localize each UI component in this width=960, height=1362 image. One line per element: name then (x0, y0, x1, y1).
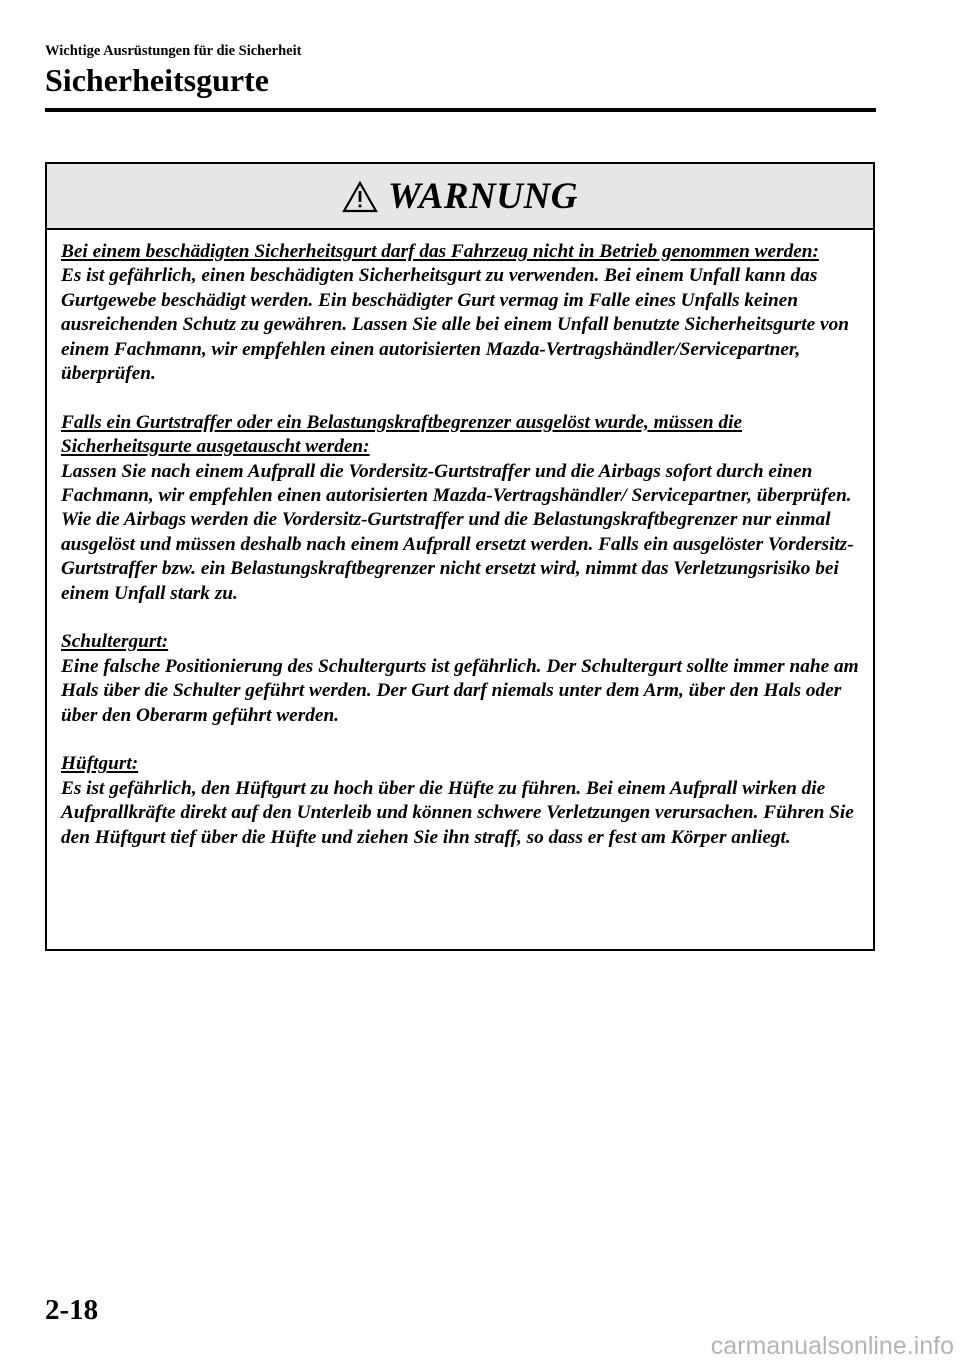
paragraph-text: Eine falsche Positionierung des Schultergurts ist gefährlich. Der Schultergurt sollte immer nahe am Hals über die Schulter geführt werden. Der Gurt darf niemals unter dem Arm, über den Hals oder über den Oberarm geführt werden. (61, 655, 859, 726)
warning-body (47, 230, 873, 850)
paragraph-text: Es ist gefährlich, einen beschädigten Sicherheitsgurt zu verwenden. Bei einem Unfall kann das Gurtgewebe beschädigt werden. Ein beschädigter Gurt vermag im Falle eines Unfalls keinen ausreichenden Schutz zu gewähren. Lassen Sie alle bei einem Unfall benutzte Sicherheitsgurte von einem Fachmann, wir empfehlen einen autorisierten Mazda-Vertragshändler/Servicepartner, überprüfen. (61, 265, 849, 385)
warning-paragraph (61, 411, 861, 606)
paragraph-heading: Hüftgurt: (61, 753, 139, 775)
paragraph-heading: Falls ein Gurtstraffer oder ein Belastungskraftbegrenzer ausgelöst wurde, müssen die Sicherheitsgurte ausgetauscht werden: (61, 411, 743, 458)
paragraph-text: Es ist gefährlich, den Hüftgurt zu hoch über die Hüfte zu führen. Bei einem Aufprall wirken die Aufprallkräfte direkt auf den Unterleib und können schwere Verletzungen verursachen. Führen Sie den Hüftgurt tief über die Hüfte und ziehen Sie ihn straff, so dass er fest am Körper anliegt. (61, 777, 854, 848)
warning-paragraph (61, 630, 861, 728)
watermark: carmanualsonline.info (710, 1332, 954, 1360)
page-title: Sicherheitsgurte (45, 62, 269, 98)
paragraph-heading: Bei einem beschädigten Sicherheitsgurt darf das Fahrzeug nicht in Betrieb genommen werden: (61, 241, 819, 262)
warning-triangle-icon (342, 181, 378, 213)
warning-paragraph (61, 752, 861, 850)
section-header: Wichtige Ausrüstungen für die Sicherheit (45, 43, 302, 59)
paragraph-heading: Schultergurt: (61, 631, 169, 653)
paragraph-text: Lassen Sie nach einem Aufprall die Vordersitz-Gurtstraffer und die Airbags sofort durch einen Fachmann, wir empfehlen einen autorisierten Mazda-Vertragshändler/ Servicepartner, überprüfen. Wie die Airbags werden die Vordersitz-Gurtstraffer und die Belastungskraftbegrenzer nur einmal ausgelöst und müssen deshalb nach einem Aufprall ersetzt werden. Falls ein ausgelöster Vordersitz-Gurtstraffer bzw. ein Belastungskraftbegrenzer nicht ersetzt wird, nimmt das Verletzungsrisiko bei einem Unfall stark zu. (61, 460, 854, 604)
warning-title: WARNUNG (388, 175, 578, 217)
warning-paragraph (61, 240, 861, 386)
header-divider (45, 108, 876, 112)
warning-header (47, 164, 873, 230)
warning-box (45, 162, 875, 951)
page-number: 2-18 (45, 1294, 99, 1326)
